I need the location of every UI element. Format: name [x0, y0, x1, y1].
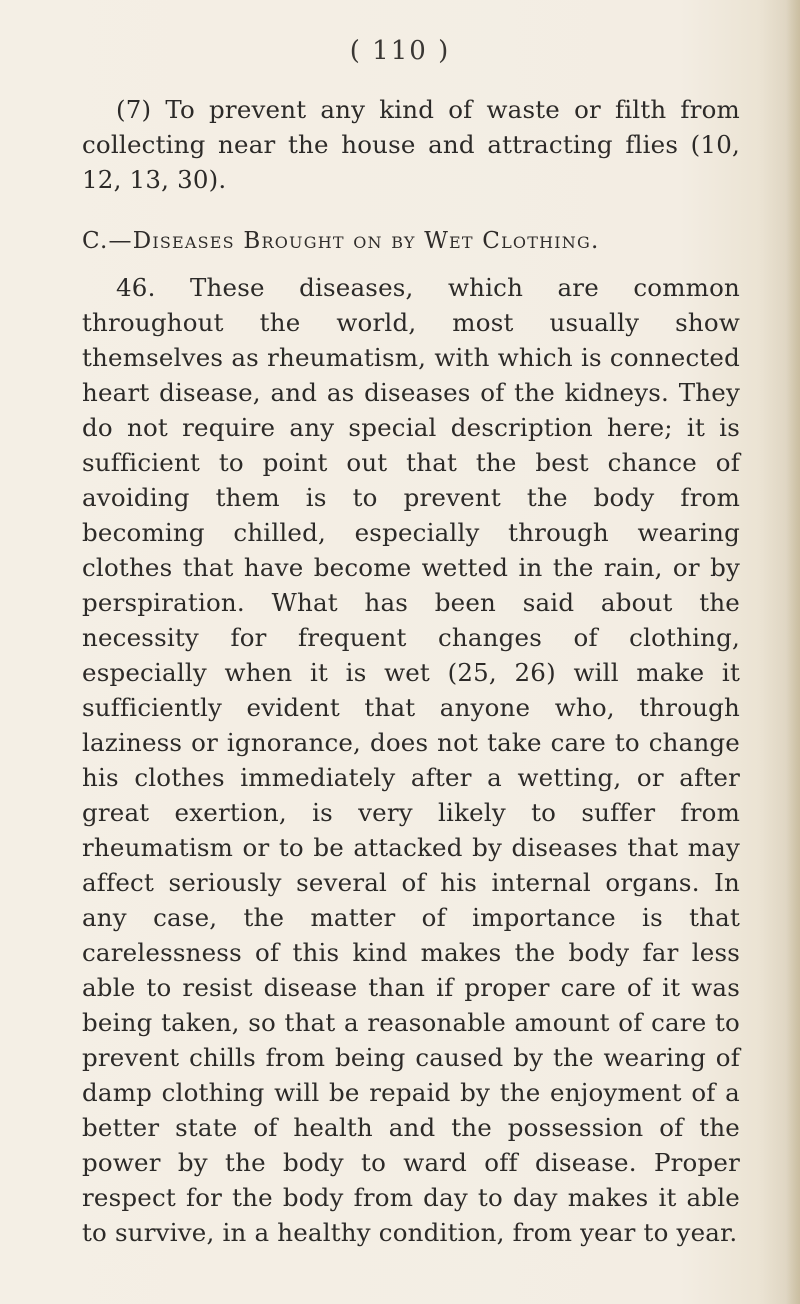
page-number: ( 110 ) — [349, 36, 451, 66]
section-heading: C.—Diseases Brought on by Wet Clothing. — [82, 228, 600, 254]
page-edge-shadow — [786, 0, 800, 1304]
paragraph-7: (7) To prevent any kind of waste or filth from collecting near the house and attracting flies (10, 12, 13, 30). — [82, 95, 740, 194]
paragraph-46: 46. These diseases, which are common throughout the world, most usually show themselves as rheumatism, with which is connected heart disease, and as diseases of the kidneys. They do not require any special description here; it is sufficient to point out that the best chance of avoiding them is to prevent the body from becoming chilled, especially through wearing clothes that have become wetted in the rain, or by perspiration. What has been said about the necessity for frequent changes of clothing, especially when it is wet (25, 26) will make it sufficiently evident that anyone who, through laziness or ignorance, does not take care to change his clothes immediately after a wetting, or after great exertion, is very likely to suffer from rheumatism or to be attacked by diseases that may affect seriously several of his internal organs. In any case, the matter of importance is that carelessness of this kind makes the body far less able to resist disease than if proper care of it was being taken, so that a reasonable amount of care to prevent chills from being caused by the wearing of damp clothing will be repaid by the enjoyment of a better state of health and the possession of the power by the body to ward off disease. Proper respect for the body from day to day makes it able to survive, in a healthy condition, from year to year. — [82, 273, 740, 1247]
